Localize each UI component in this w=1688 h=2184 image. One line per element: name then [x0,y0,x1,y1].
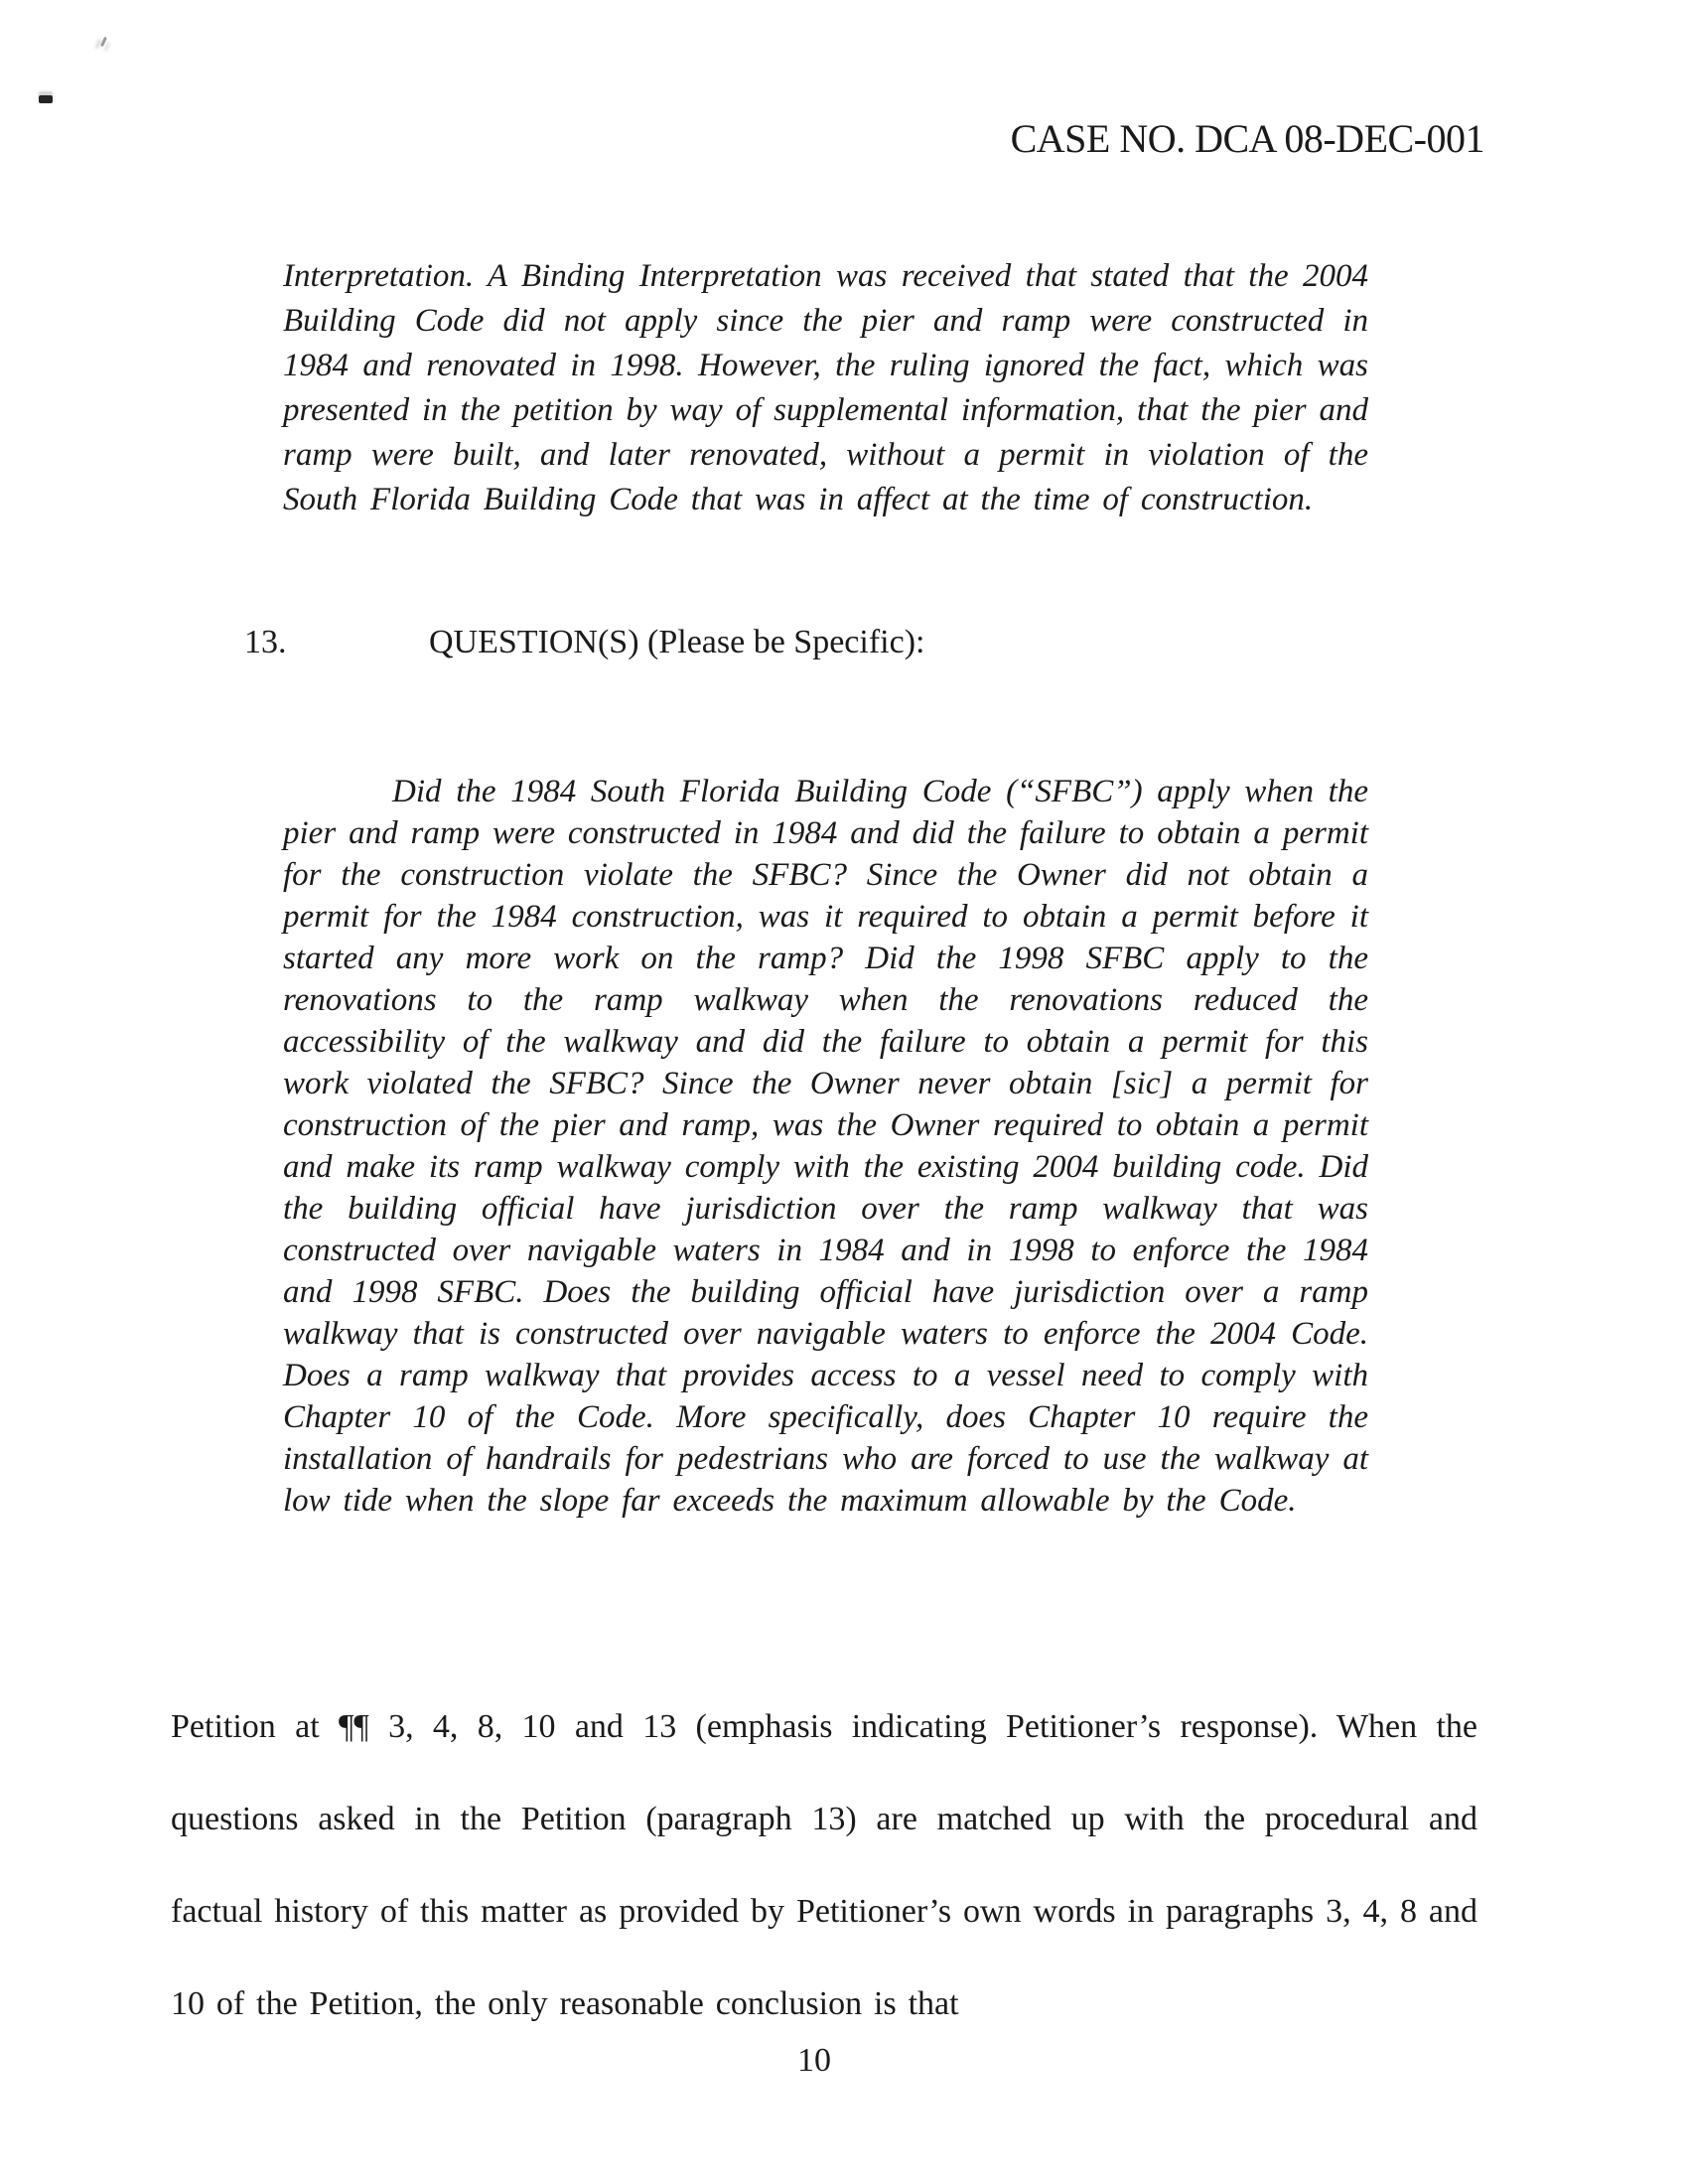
blockquote-interpretation: Interpretation. A Binding Interpretation was received that stated that the 2004 Building Code did not apply since the pier and ramp were constructed in 1984 and renovated in 1998. However, the ruling ignored the fact, which was presented in the petition by way of supplemental information, that the pier and ramp were built, and later renovated, without a permit in violation of the South Florida Building Code that was in affect at the time of construction. [283,258,1368,517]
closing-paragraph: Petition at ¶¶ 3, 4, 8, 10 and 13 (emphasis indicating Petitioner’s response). When the questions asked in the Petition (paragraph 13) are matched up with the procedural and factual history of this matter as provided by Petitioner’s own words in paragraphs 3, 4, 8 and 10 of the Petition, the only reasonable conclusion is that [171,1708,1477,2022]
scan-speck-top [99,36,108,49]
case-number: CASE NO. DCA 08-DEC-001 [1010,116,1484,161]
item-13-label: QUESTION(S) (Please be Specific): [429,624,925,660]
blockquote-questions: Did the 1984 South Florida Building Code (“SFBC”) apply when the pier and ramp were constructed in 1984 and did the failure to obtain a permit for the construction violate the SFBC? Since the Owner did not obtain a permit for the 1984 construction, was it required to obtain a permit before it started any more work on the ramp? Did the 1998 SFBC apply to the renovations to the ramp walkway when the renovations reduced the accessibility of the walkway and did the failure to obtain a permit for this work violated the SFBC? Since the Owner never obtain [sic] a permit for construction of the pier and ramp, was the Owner required to obtain a permit and make its ramp walkway comply with the existing 2004 building code. Did the building official have jurisdiction over the ramp walkway that was constructed over navigable waters in 1984 and in 1998 to enforce the 1984 and 1998 SFBC. Does the building official have jurisdiction over a ramp walkway that is constructed over navigable waters to enforce the 2004 Code. Does a ramp walkway that provides access to a vessel need to comply with Chapter 10 of the Code. More specifically, does Chapter 10 require the installation of handrails for pedestrians who are forced to use the walkway at low tide when the slope far exceeds the maximum allowable by the Code. [283,774,1368,1519]
item-13 [244,624,924,661]
item-13-number: 13. [244,624,287,660]
page-number: 10 [797,2042,831,2079]
scan-speck-left [39,95,53,103]
